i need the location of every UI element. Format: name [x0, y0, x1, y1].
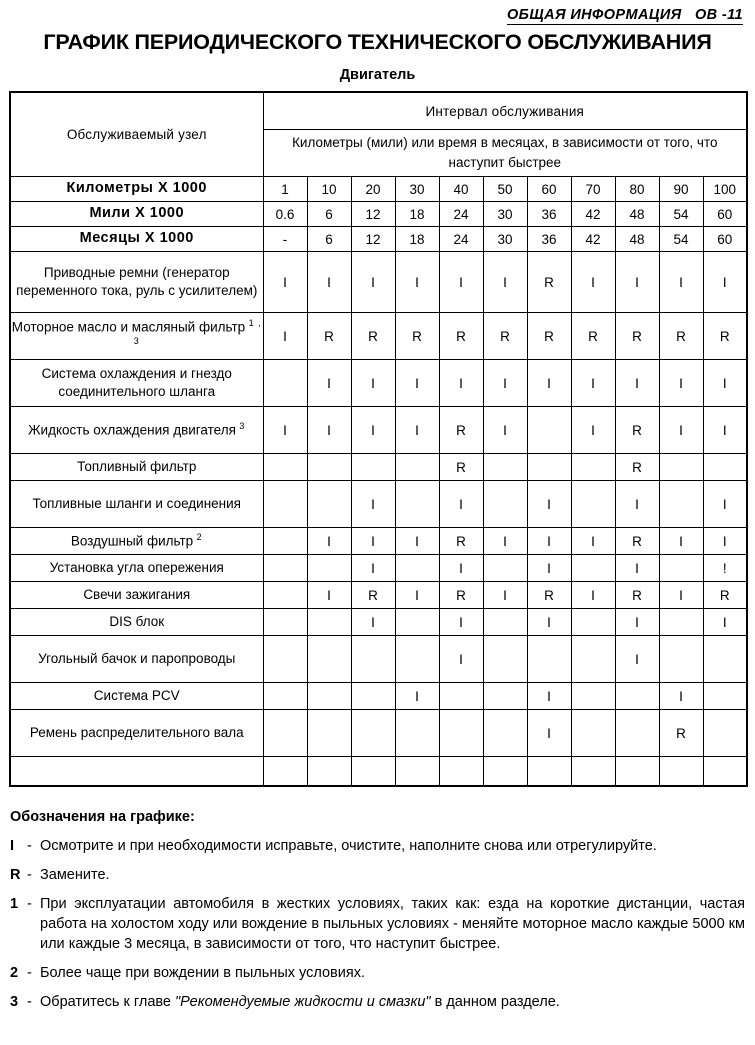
service-mark-cell: ! — [703, 555, 747, 582]
service-mark-cell: I — [351, 360, 395, 407]
interval-value-cell: 6 — [307, 227, 351, 252]
service-mark-cell: I — [351, 407, 395, 454]
interval-value-cell: 60 — [527, 177, 571, 202]
service-mark-cell: I — [351, 609, 395, 636]
interval-value-cell: 60 — [703, 202, 747, 227]
legend-entry — [10, 894, 745, 954]
service-mark-cell — [571, 636, 615, 683]
table-row — [10, 528, 747, 555]
footnote-marker: 1 , 3 — [133, 317, 262, 346]
service-mark-cell: I — [527, 360, 571, 407]
table-header-row-main — [10, 92, 747, 130]
service-mark-cell: I — [527, 555, 571, 582]
legend-entry — [10, 836, 745, 856]
service-mark-cell: I — [263, 252, 307, 313]
service-mark-cell: I — [439, 609, 483, 636]
service-mark-cell — [351, 683, 395, 710]
empty-cell — [571, 757, 615, 787]
interval-value-cell: 42 — [571, 202, 615, 227]
service-mark-cell: I — [351, 528, 395, 555]
interval-value-cell: 6 — [307, 202, 351, 227]
interval-value-cell: 36 — [527, 227, 571, 252]
service-item-text: Система PCV — [93, 688, 180, 704]
legend-section — [0, 787, 755, 1012]
service-mark-cell — [571, 683, 615, 710]
legend-entry-text — [40, 992, 745, 1012]
service-mark-cell: R — [571, 313, 615, 360]
interval-value-cell: 20 — [351, 177, 395, 202]
service-mark-cell: I — [307, 582, 351, 609]
interval-value-cell: 24 — [439, 202, 483, 227]
service-mark-cell: I — [527, 528, 571, 555]
service-mark-cell: I — [703, 252, 747, 313]
service-mark-cell — [659, 454, 703, 481]
legend-entry-dash: - — [27, 838, 32, 854]
service-item-label — [10, 252, 263, 313]
service-item-label — [10, 528, 263, 555]
service-mark-cell — [263, 582, 307, 609]
interval-row-label: Мили X 1000 — [10, 202, 263, 227]
service-mark-cell — [307, 454, 351, 481]
service-mark-cell — [307, 683, 351, 710]
legend-entry — [10, 992, 745, 1012]
legend-title: Обозначения на графике: — [10, 809, 195, 825]
service-mark-cell: I — [615, 252, 659, 313]
legend-entry-dash: - — [27, 896, 32, 912]
legend-entry-text: Более чаще при вождении в пыльных условиях. — [40, 965, 365, 981]
service-mark-cell — [527, 454, 571, 481]
service-mark-cell — [351, 710, 395, 757]
service-mark-cell: I — [307, 360, 351, 407]
service-mark-cell: I — [659, 360, 703, 407]
legend-entry-key: 3 — [10, 994, 19, 1010]
legend-entry-text: Осмотрите и при необходимости исправьте, очистите, наполните снова или отрегулируйте. — [40, 838, 657, 854]
legend-entry-dash: - — [27, 994, 32, 1010]
service-mark-cell: I — [659, 528, 703, 555]
table-row — [10, 582, 747, 609]
interval-row — [10, 202, 747, 227]
service-mark-cell: I — [351, 555, 395, 582]
service-mark-cell — [263, 636, 307, 683]
service-item-label — [10, 555, 263, 582]
schedule-table-container — [0, 91, 755, 787]
service-mark-cell: R — [307, 313, 351, 360]
service-mark-cell: I — [395, 528, 439, 555]
service-mark-cell — [615, 710, 659, 757]
legend-entry-text: При эксплуатации автомобиля в жестких условиях, таких как: езда на короткие дистанции, частая работа на холостом ходу или вождение в пыльных условиях - меняйте моторное масло каждые 5000 км или каждые 3 месяца, в зависимости от того, что наступит быстрее. — [40, 896, 745, 952]
service-mark-cell — [703, 636, 747, 683]
interval-value-cell: 24 — [439, 227, 483, 252]
service-mark-cell — [395, 609, 439, 636]
interval-value-cell: 54 — [659, 202, 703, 227]
page-subtitle: Двигатель — [339, 67, 416, 83]
service-mark-cell: I — [483, 582, 527, 609]
footnote-marker: 2 — [193, 531, 203, 542]
service-mark-cell: I — [571, 582, 615, 609]
service-item-text: Система охлаждения и гнездо соединительного шланга — [41, 366, 232, 399]
table-row — [10, 360, 747, 407]
service-mark-cell: I — [571, 360, 615, 407]
service-mark-cell: R — [615, 454, 659, 481]
service-mark-cell: I — [659, 407, 703, 454]
service-item-label — [10, 481, 263, 528]
service-mark-cell: I — [615, 609, 659, 636]
empty-cell — [351, 757, 395, 787]
interval-value-cell: 30 — [395, 177, 439, 202]
service-item-text: Воздушный фильтр — [70, 533, 194, 549]
legend-text-italic: "Рекомендуемые жидкости и смазки" — [175, 994, 431, 1010]
service-mark-cell — [659, 481, 703, 528]
service-mark-cell — [263, 454, 307, 481]
service-mark-cell: I — [263, 313, 307, 360]
service-mark-cell — [483, 481, 527, 528]
service-mark-cell — [703, 454, 747, 481]
service-mark-cell: I — [615, 481, 659, 528]
service-mark-cell — [571, 710, 615, 757]
table-head — [10, 92, 747, 177]
interval-value-cell: 54 — [659, 227, 703, 252]
service-mark-cell — [439, 710, 483, 757]
service-mark-cell: R — [439, 582, 483, 609]
service-mark-cell: R — [395, 313, 439, 360]
service-mark-cell — [659, 555, 703, 582]
empty-cell — [615, 757, 659, 787]
table-row — [10, 555, 747, 582]
table-row — [10, 710, 747, 757]
service-item-text: Топливные шланги и соединения — [32, 496, 241, 512]
service-mark-cell — [307, 609, 351, 636]
service-mark-cell: R — [527, 582, 571, 609]
service-mark-cell: I — [703, 407, 747, 454]
service-mark-cell — [571, 454, 615, 481]
table-row — [10, 454, 747, 481]
service-mark-cell: R — [659, 710, 703, 757]
service-mark-cell — [571, 609, 615, 636]
interval-value-cell: 1 — [263, 177, 307, 202]
interval-value-cell: 100 — [703, 177, 747, 202]
service-mark-cell: I — [439, 636, 483, 683]
table-body — [10, 177, 747, 787]
service-mark-cell — [307, 710, 351, 757]
legend-entry-dash: - — [27, 965, 32, 981]
service-mark-cell: I — [483, 528, 527, 555]
service-mark-cell: I — [571, 252, 615, 313]
service-mark-cell: I — [527, 609, 571, 636]
service-mark-cell: I — [483, 252, 527, 313]
interval-row-label: Километры X 1000 — [10, 177, 263, 202]
interval-value-cell: 60 — [703, 227, 747, 252]
empty-cell — [659, 757, 703, 787]
service-mark-cell — [263, 360, 307, 407]
service-mark-cell: I — [615, 555, 659, 582]
legend-entry — [10, 963, 745, 983]
table-row — [10, 481, 747, 528]
interval-value-cell: 12 — [351, 227, 395, 252]
empty-cell — [439, 757, 483, 787]
interval-value-cell: 40 — [439, 177, 483, 202]
legend-entry-key: R — [10, 867, 21, 883]
interval-value-cell: 30 — [483, 202, 527, 227]
table-row — [10, 252, 747, 313]
interval-value-cell: 90 — [659, 177, 703, 202]
service-mark-cell: I — [395, 683, 439, 710]
interval-row — [10, 227, 747, 252]
maintenance-schedule-table — [9, 91, 748, 787]
service-mark-cell: I — [483, 360, 527, 407]
service-mark-cell: I — [703, 360, 747, 407]
service-mark-cell — [307, 636, 351, 683]
column-header-interval-note: Километры (мили) или время в месяцах, в зависимости от того, что наступит быстрее — [263, 130, 747, 177]
service-mark-cell — [659, 609, 703, 636]
service-mark-cell: I — [703, 609, 747, 636]
legend-text-before: Обратитесь к главе — [40, 994, 176, 1010]
service-item-label — [10, 407, 263, 454]
service-mark-cell: I — [703, 528, 747, 555]
service-mark-cell: R — [703, 313, 747, 360]
empty-cell — [10, 757, 263, 787]
service-item-label — [10, 454, 263, 481]
service-mark-cell — [571, 481, 615, 528]
service-mark-cell — [483, 555, 527, 582]
service-mark-cell: R — [439, 454, 483, 481]
service-mark-cell — [439, 683, 483, 710]
header-page-code: ОВ -11 — [694, 7, 743, 23]
interval-row-label: Месяцы X 1000 — [10, 227, 263, 252]
service-mark-cell — [615, 683, 659, 710]
service-mark-cell — [395, 636, 439, 683]
service-mark-cell — [395, 454, 439, 481]
service-mark-cell: I — [395, 407, 439, 454]
empty-cell — [527, 757, 571, 787]
service-mark-cell: I — [307, 528, 351, 555]
interval-value-cell: 10 — [307, 177, 351, 202]
empty-cell — [395, 757, 439, 787]
legend-entry-dash: - — [27, 867, 32, 883]
service-mark-cell: I — [307, 407, 351, 454]
service-mark-cell — [263, 555, 307, 582]
service-mark-cell: I — [659, 252, 703, 313]
service-mark-cell: I — [395, 360, 439, 407]
table-row — [10, 313, 747, 360]
column-header-service-item: Обслуживаемый узел — [10, 92, 263, 177]
interval-row — [10, 177, 747, 202]
service-mark-cell: I — [263, 407, 307, 454]
service-mark-cell: I — [659, 582, 703, 609]
service-mark-cell: R — [351, 582, 395, 609]
service-item-text: Ремень распределительного вала — [29, 725, 244, 741]
service-item-text: Угольный бачок и паропроводы — [38, 651, 236, 667]
service-mark-cell — [527, 407, 571, 454]
interval-value-cell: 48 — [615, 227, 659, 252]
service-item-label — [10, 636, 263, 683]
service-mark-cell: I — [439, 360, 483, 407]
service-mark-cell: I — [395, 252, 439, 313]
service-mark-cell — [395, 555, 439, 582]
legend-entry-key: I — [10, 838, 15, 854]
legend-entry-key: 1 — [10, 896, 19, 912]
service-mark-cell — [307, 481, 351, 528]
service-mark-cell: R — [439, 528, 483, 555]
service-mark-cell — [527, 636, 571, 683]
service-mark-cell — [395, 710, 439, 757]
service-item-text: Свечи зажигания — [83, 587, 191, 603]
service-mark-cell: I — [439, 555, 483, 582]
page-header — [0, 0, 755, 22]
service-mark-cell: R — [615, 313, 659, 360]
service-item-label — [10, 609, 263, 636]
service-mark-cell — [263, 683, 307, 710]
interval-value-cell: 0.6 — [263, 202, 307, 227]
service-mark-cell: R — [351, 313, 395, 360]
header-section-text: ОБЩАЯ ИНФОРМАЦИЯ — [506, 7, 682, 23]
service-mark-cell: I — [571, 407, 615, 454]
service-mark-cell: I — [703, 481, 747, 528]
service-mark-cell — [483, 636, 527, 683]
service-mark-cell: I — [615, 360, 659, 407]
service-mark-cell — [263, 481, 307, 528]
empty-cell — [703, 757, 747, 787]
service-item-label — [10, 710, 263, 757]
legend-entry-text: Замените. — [40, 867, 110, 883]
empty-cell — [483, 757, 527, 787]
service-mark-cell: R — [615, 407, 659, 454]
service-item-text: Установка угла опережения — [49, 560, 224, 576]
service-mark-cell: I — [659, 683, 703, 710]
table-row — [10, 407, 747, 454]
page-title: ГРАФИК ПЕРИОДИЧЕСКОГО ТЕХНИЧЕСКОГО ОБСЛУЖИВАНИЯ — [43, 30, 712, 54]
service-mark-cell — [571, 555, 615, 582]
service-mark-cell: R — [527, 252, 571, 313]
service-mark-cell: I — [527, 481, 571, 528]
service-item-label — [10, 582, 263, 609]
empty-cell — [263, 757, 307, 787]
interval-value-cell: - — [263, 227, 307, 252]
service-mark-cell — [351, 636, 395, 683]
service-mark-cell — [483, 609, 527, 636]
legend-entry — [10, 865, 745, 885]
service-mark-cell — [351, 454, 395, 481]
interval-value-cell: 42 — [571, 227, 615, 252]
column-header-service-interval: Интервал обслуживания — [263, 92, 747, 130]
service-item-text: Моторное масло и масляный фильтр — [11, 319, 246, 335]
service-mark-cell: I — [439, 481, 483, 528]
service-mark-cell: R — [703, 582, 747, 609]
interval-value-cell: 30 — [483, 227, 527, 252]
service-mark-cell — [263, 609, 307, 636]
service-mark-cell — [483, 683, 527, 710]
interval-value-cell: 70 — [571, 177, 615, 202]
service-item-label — [10, 683, 263, 710]
legend-entry-key: 2 — [10, 965, 19, 981]
service-mark-cell — [263, 528, 307, 555]
service-mark-cell: I — [439, 252, 483, 313]
service-item-text: Жидкость охлаждения двигателя — [28, 422, 236, 438]
table-row — [10, 609, 747, 636]
header-section-label — [507, 7, 743, 25]
service-mark-cell: R — [483, 313, 527, 360]
service-item-text: DIS блок — [109, 614, 165, 630]
service-mark-cell: R — [439, 313, 483, 360]
interval-value-cell: 80 — [615, 177, 659, 202]
service-item-label — [10, 360, 263, 407]
interval-value-cell: 36 — [527, 202, 571, 227]
service-mark-cell: I — [615, 636, 659, 683]
service-mark-cell: I — [527, 683, 571, 710]
table-row-empty — [10, 757, 747, 787]
service-mark-cell — [659, 636, 703, 683]
service-mark-cell: R — [527, 313, 571, 360]
service-mark-cell — [307, 555, 351, 582]
service-item-text: Топливный фильтр — [77, 459, 197, 475]
service-mark-cell: R — [615, 582, 659, 609]
interval-value-cell: 12 — [351, 202, 395, 227]
service-mark-cell: I — [527, 710, 571, 757]
interval-value-cell: 50 — [483, 177, 527, 202]
interval-value-cell: 18 — [395, 202, 439, 227]
service-mark-cell: I — [571, 528, 615, 555]
legend-text-after: в данном разделе. — [430, 994, 560, 1010]
service-mark-cell — [395, 481, 439, 528]
legend-entry-list — [10, 836, 745, 1012]
service-mark-cell — [703, 710, 747, 757]
service-mark-cell — [483, 710, 527, 757]
interval-value-cell: 48 — [615, 202, 659, 227]
service-mark-cell: I — [351, 481, 395, 528]
interval-value-cell: 18 — [395, 227, 439, 252]
service-item-label — [10, 313, 263, 360]
service-item-text: Приводные ремни (генератор переменного тока, руль с усилителем) — [16, 265, 258, 298]
service-mark-cell — [263, 710, 307, 757]
service-mark-cell: I — [395, 582, 439, 609]
service-mark-cell: R — [659, 313, 703, 360]
service-mark-cell: I — [307, 252, 351, 313]
service-mark-cell: R — [615, 528, 659, 555]
empty-cell — [307, 757, 351, 787]
service-mark-cell — [483, 454, 527, 481]
table-row — [10, 683, 747, 710]
table-row — [10, 636, 747, 683]
service-mark-cell: R — [439, 407, 483, 454]
footnote-marker: 3 — [235, 420, 246, 431]
service-mark-cell — [703, 683, 747, 710]
service-mark-cell: I — [351, 252, 395, 313]
service-mark-cell: I — [483, 407, 527, 454]
